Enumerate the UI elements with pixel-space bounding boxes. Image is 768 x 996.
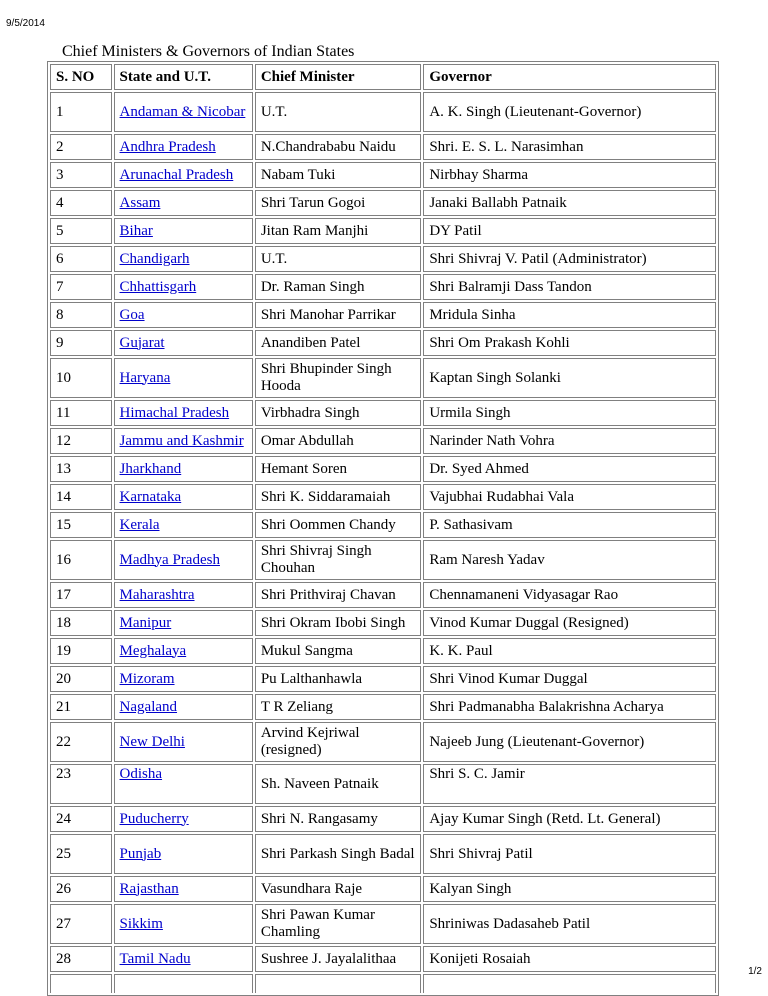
cell-state — [114, 512, 253, 538]
state-link[interactable]: Chandigarh — [119, 250, 190, 267]
table-row — [50, 946, 716, 972]
print-date: 9/5/2014 — [6, 18, 45, 29]
state-link[interactable]: Nagaland — [119, 698, 178, 715]
cell-chief-minister: Sh. Naveen Patnaik — [255, 764, 422, 804]
table-row — [50, 134, 716, 160]
cell-chief-minister: U.T. — [255, 246, 422, 272]
table-row — [50, 162, 716, 188]
table-row — [50, 876, 716, 902]
cell-state — [114, 946, 253, 972]
table-row-continued — [50, 974, 716, 993]
cell-governor: Urmila Singh — [423, 400, 716, 426]
cell-state — [114, 610, 253, 636]
cell-governor: Shri S. C. Jamir — [423, 764, 716, 804]
cell-governor: Shri Shivraj Patil — [423, 834, 716, 874]
cell-chief-minister: Shri Manohar Parrikar — [255, 302, 422, 328]
table-row — [50, 456, 716, 482]
cell-sno: 18 — [50, 610, 112, 636]
cell-sno: 23 — [50, 764, 112, 804]
cell-sno: 15 — [50, 512, 112, 538]
cell-governor: Janaki Ballabh Patnaik — [423, 190, 716, 216]
cell-sno: 4 — [50, 190, 112, 216]
cell-state — [114, 582, 253, 608]
cell-governor: Dr. Syed Ahmed — [423, 456, 716, 482]
cell-governor: Shri Om Prakash Kohli — [423, 330, 716, 356]
cell-sno: 3 — [50, 162, 112, 188]
cell-governor: DY Patil — [423, 218, 716, 244]
cell-chief-minister: U.T. — [255, 92, 422, 132]
cell-chief-minister: Dr. Raman Singh — [255, 274, 422, 300]
cell-chief-minister: Omar Abdullah — [255, 428, 422, 454]
cell-governor: Konijeti Rosaiah — [423, 946, 716, 972]
cell-state — [114, 302, 253, 328]
table-header-row — [50, 64, 716, 90]
cell-chief-minister: Virbhadra Singh — [255, 400, 422, 426]
cell-governor: P. Sathasivam — [423, 512, 716, 538]
state-link[interactable]: Punjab — [119, 845, 162, 862]
cell-chief-minister: Jitan Ram Manjhi — [255, 218, 422, 244]
header-state: State and U.T. — [114, 64, 253, 90]
cell-state — [114, 694, 253, 720]
cell-sno: 5 — [50, 218, 112, 244]
cell-sno: 28 — [50, 946, 112, 972]
cell-sno: 13 — [50, 456, 112, 482]
cell-chief-minister: N.Chandrababu Naidu — [255, 134, 422, 160]
table-row — [50, 638, 716, 664]
state-link[interactable]: Kerala — [119, 516, 160, 533]
cell-chief-minister: Arvind Kejriwal (resigned) — [255, 722, 422, 762]
cell-governor: Kalyan Singh — [423, 876, 716, 902]
cell-state — [114, 540, 253, 580]
cell-sno: 1 — [50, 92, 112, 132]
cell-chief-minister: Shri Prithviraj Chavan — [255, 582, 422, 608]
cell-state — [114, 274, 253, 300]
cell-sno: 8 — [50, 302, 112, 328]
cell-governor: A. K. Singh (Lieutenant-Governor) — [423, 92, 716, 132]
cell-chief-minister: Shri Shivraj Singh Chouhan — [255, 540, 422, 580]
cell-state — [114, 456, 253, 482]
cell-chief-minister: Shri Tarun Gogoi — [255, 190, 422, 216]
cell-chief-minister: Hemant Soren — [255, 456, 422, 482]
state-link[interactable]: Odisha — [119, 766, 163, 782]
cell-governor: Ram Naresh Yadav — [423, 540, 716, 580]
cell-state — [114, 92, 253, 132]
cell-sno: 25 — [50, 834, 112, 874]
cell-state — [114, 876, 253, 902]
cell-chief-minister: T R Zeliang — [255, 694, 422, 720]
cell-chief-minister: Pu Lalthanhawla — [255, 666, 422, 692]
cell-sno: 21 — [50, 694, 112, 720]
state-link[interactable]: Rajasthan — [119, 880, 179, 897]
table-row — [50, 358, 716, 398]
cell-sno: 27 — [50, 904, 112, 944]
header-chief-minister: Chief Minister — [255, 64, 422, 90]
table-row — [50, 904, 716, 944]
state-link[interactable]: Andaman & Nicobar — [119, 103, 246, 120]
table-row — [50, 694, 716, 720]
cell-state — [114, 134, 253, 160]
cell-sno: 26 — [50, 876, 112, 902]
cell-state — [114, 834, 253, 874]
table-row — [50, 428, 716, 454]
cell-governor: Shri Vinod Kumar Duggal — [423, 666, 716, 692]
state-link[interactable]: Goa — [119, 306, 145, 323]
cell-governor: Ajay Kumar Singh (Retd. Lt. General) — [423, 806, 716, 832]
table-row — [50, 92, 716, 132]
empty-cell — [50, 974, 112, 993]
cell-sno: 12 — [50, 428, 112, 454]
cell-governor: Shri Shivraj V. Patil (Administrator) — [423, 246, 716, 272]
cell-state — [114, 162, 253, 188]
state-link[interactable]: Assam — [119, 194, 161, 211]
cell-sno: 24 — [50, 806, 112, 832]
cell-sno: 9 — [50, 330, 112, 356]
cell-state — [114, 358, 253, 398]
cell-state — [114, 722, 253, 762]
cell-state — [114, 764, 253, 804]
state-link[interactable]: Sikkim — [119, 915, 163, 932]
state-link[interactable]: Himachal Pradesh — [119, 404, 230, 421]
table-row — [50, 302, 716, 328]
cell-chief-minister: Shri Pawan Kumar Chamling — [255, 904, 422, 944]
table-row — [50, 722, 716, 762]
page-number: 1/2 — [748, 966, 762, 977]
empty-cell — [114, 974, 253, 993]
cell-chief-minister: Shri Oommen Chandy — [255, 512, 422, 538]
table-row — [50, 246, 716, 272]
state-link[interactable]: Jammu and Kashmir — [119, 432, 244, 449]
cell-governor: Narinder Nath Vohra — [423, 428, 716, 454]
cell-chief-minister: Shri Parkash Singh Badal — [255, 834, 422, 874]
cell-state — [114, 218, 253, 244]
state-link[interactable]: Chhattisgarh — [119, 278, 197, 295]
cell-chief-minister: Shri Bhupinder Singh Hooda — [255, 358, 422, 398]
cell-governor: Vinod Kumar Duggal (Resigned) — [423, 610, 716, 636]
table-row — [50, 218, 716, 244]
cell-state — [114, 806, 253, 832]
cell-chief-minister: Nabam Tuki — [255, 162, 422, 188]
cell-governor: K. K. Paul — [423, 638, 716, 664]
cell-sno: 7 — [50, 274, 112, 300]
cell-chief-minister: Sushree J. Jayalalithaa — [255, 946, 422, 972]
state-link[interactable]: Arunachal Pradesh — [119, 166, 234, 183]
state-link[interactable]: Andhra Pradesh — [119, 138, 216, 155]
cell-sno: 17 — [50, 582, 112, 608]
cell-state — [114, 904, 253, 944]
cell-sno: 2 — [50, 134, 112, 160]
table-row — [50, 540, 716, 580]
state-link[interactable]: Manipur — [119, 614, 172, 631]
table-row — [50, 582, 716, 608]
cell-sno: 20 — [50, 666, 112, 692]
empty-cell — [255, 974, 422, 993]
cell-state — [114, 246, 253, 272]
header-governor: Governor — [423, 64, 716, 90]
state-link[interactable]: Bihar — [119, 222, 153, 239]
cell-chief-minister: Vasundhara Raje — [255, 876, 422, 902]
cell-state — [114, 190, 253, 216]
cell-governor: Najeeb Jung (Lieutenant-Governor) — [423, 722, 716, 762]
state-link[interactable]: Mizoram — [119, 670, 175, 687]
cell-state — [114, 428, 253, 454]
cell-sno: 16 — [50, 540, 112, 580]
table-row — [50, 274, 716, 300]
cell-governor: Chennamaneni Vidyasagar Rao — [423, 582, 716, 608]
state-link[interactable]: Madhya Pradesh — [119, 551, 220, 568]
state-link[interactable]: Maharashtra — [119, 586, 195, 603]
state-link[interactable]: Tamil Nadu — [119, 950, 191, 967]
table-row — [50, 806, 716, 832]
cell-governor: Shri Padmanabha Balakrishna Acharya — [423, 694, 716, 720]
cell-state — [114, 666, 253, 692]
cell-governor: Mridula Sinha — [423, 302, 716, 328]
table-row — [50, 666, 716, 692]
cell-sno: 11 — [50, 400, 112, 426]
state-link[interactable]: Puducherry — [119, 810, 189, 827]
cell-governor: Shri Balramji Dass Tandon — [423, 274, 716, 300]
table-row — [50, 512, 716, 538]
table-row — [50, 484, 716, 510]
table-row — [50, 764, 716, 804]
cell-governor: Kaptan Singh Solanki — [423, 358, 716, 398]
state-link[interactable]: Haryana — [119, 369, 171, 386]
state-link[interactable]: Jharkhand — [119, 460, 182, 477]
cell-governor: Shri. E. S. L. Narasimhan — [423, 134, 716, 160]
cell-sno: 6 — [50, 246, 112, 272]
cell-state — [114, 330, 253, 356]
table-row — [50, 400, 716, 426]
cell-governor: Shriniwas Dadasaheb Patil — [423, 904, 716, 944]
cell-sno: 19 — [50, 638, 112, 664]
table-caption: Chief Ministers & Governors of Indian States — [62, 43, 355, 60]
cell-state — [114, 484, 253, 510]
table-row — [50, 834, 716, 874]
cell-sno: 14 — [50, 484, 112, 510]
cell-state — [114, 400, 253, 426]
cell-sno: 22 — [50, 722, 112, 762]
cell-governor: Nirbhay Sharma — [423, 162, 716, 188]
state-link[interactable]: Karnataka — [119, 488, 182, 505]
cell-chief-minister: Shri N. Rangasamy — [255, 806, 422, 832]
table-row — [50, 330, 716, 356]
chief-ministers-table — [47, 61, 719, 996]
cell-governor: Vajubhai Rudabhai Vala — [423, 484, 716, 510]
table-row — [50, 610, 716, 636]
cell-chief-minister: Anandiben Patel — [255, 330, 422, 356]
cell-chief-minister: Mukul Sangma — [255, 638, 422, 664]
cell-chief-minister: Shri Okram Ibobi Singh — [255, 610, 422, 636]
cell-sno: 10 — [50, 358, 112, 398]
state-link[interactable]: Meghalaya — [119, 642, 187, 659]
cell-chief-minister: Shri K. Siddaramaiah — [255, 484, 422, 510]
table-row — [50, 190, 716, 216]
state-link[interactable]: Gujarat — [119, 334, 165, 351]
cell-state — [114, 638, 253, 664]
empty-cell — [423, 974, 716, 993]
header-sno: S. NO — [50, 64, 112, 90]
state-link[interactable]: New Delhi — [119, 733, 185, 750]
